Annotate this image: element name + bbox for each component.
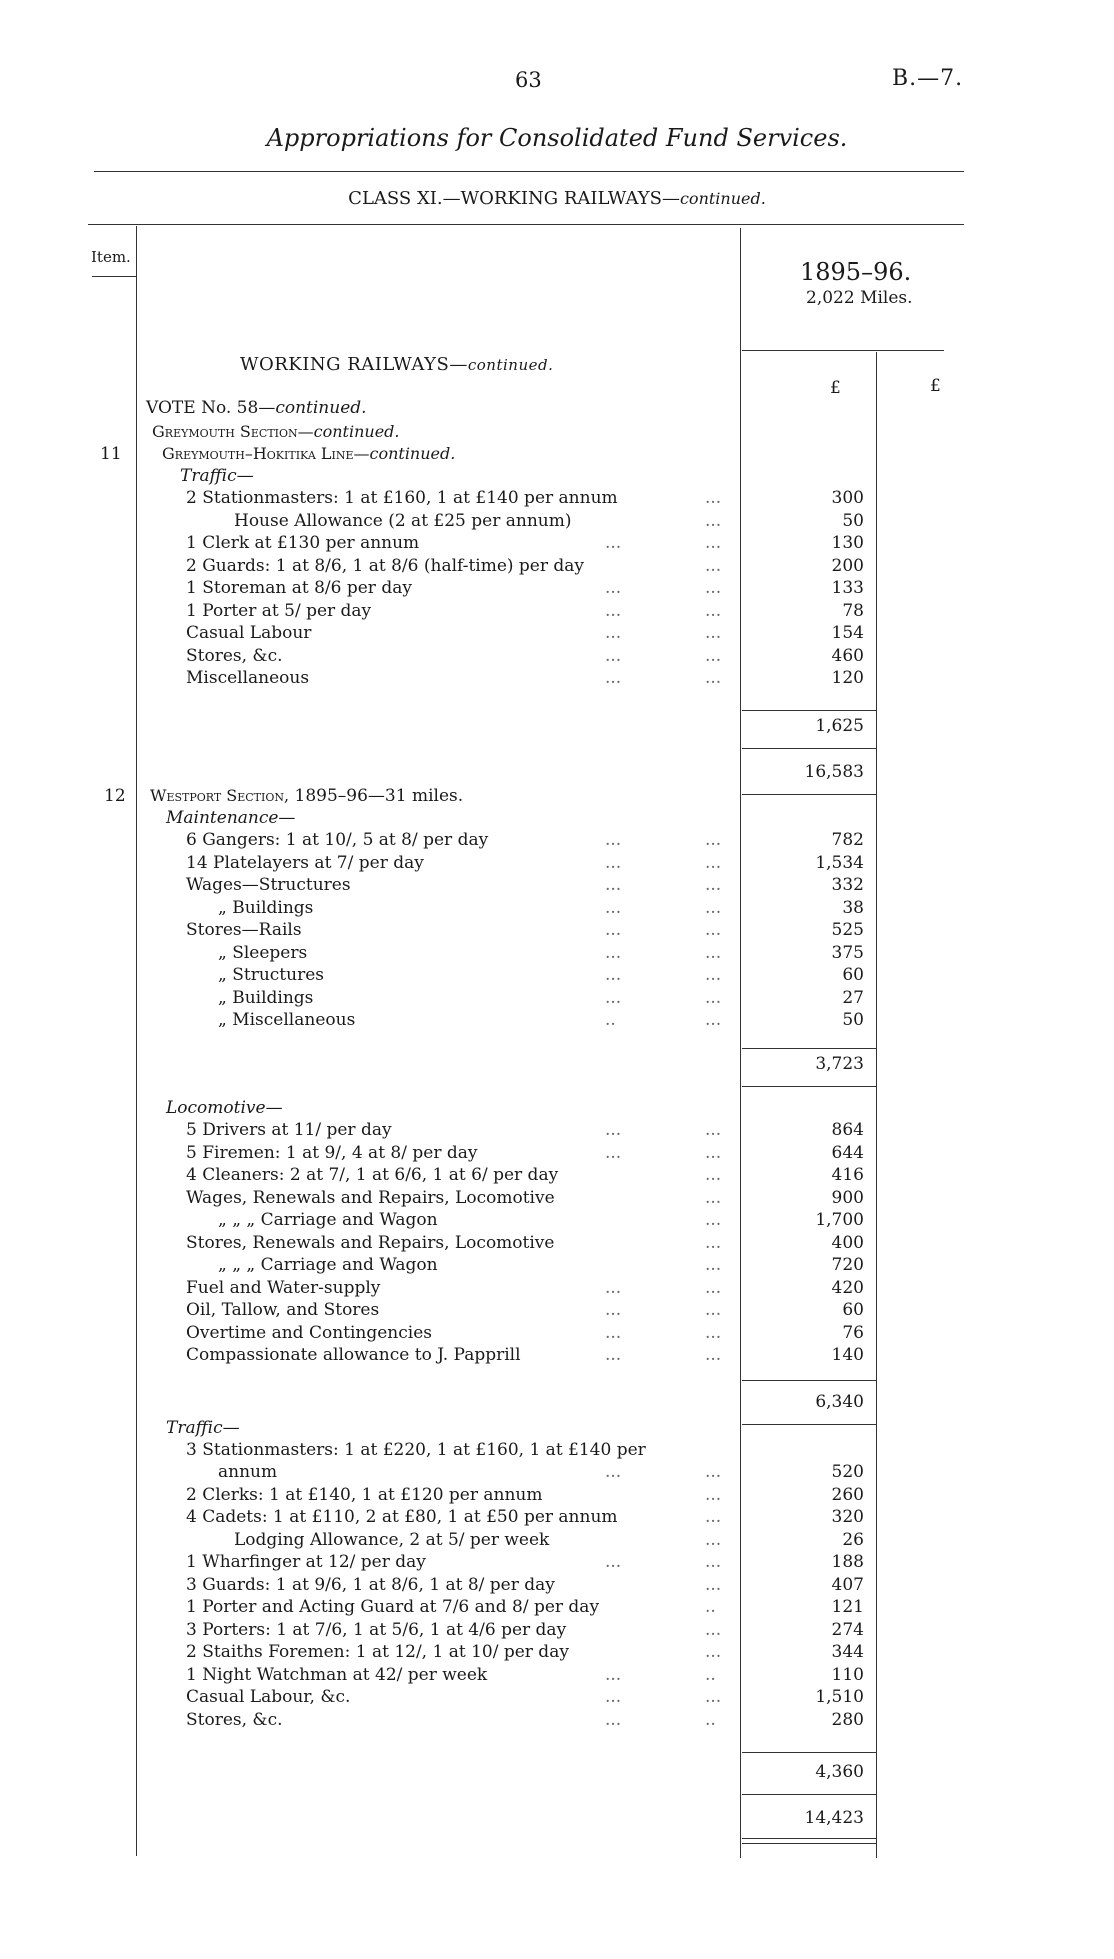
greymouth-traffic-label: 1 Clerk at £130 per annum (186, 533, 420, 553)
leader-dots: ... (705, 1529, 722, 1550)
leader-dots: ... (705, 1120, 722, 1140)
maintenance-label: „ Miscellaneous (218, 1010, 356, 1030)
leader-dots: ... (705, 1300, 722, 1320)
westport-section-total: 14,423 (804, 1808, 864, 1828)
document-reference: B.—7. (892, 66, 964, 91)
greymouth-traffic-row (150, 623, 735, 645)
leader-dots: ... (705, 830, 722, 850)
traffic-label: 3 Porters: 1 at 7/6, 1 at 5/6, 1 at 4/6 per day (186, 1619, 567, 1640)
leader-dots: ... (605, 830, 622, 850)
greymouth-traffic-amount: 120 (831, 668, 864, 688)
locomotive-amount: 1,700 (815, 1210, 864, 1230)
amount-column-divider (740, 228, 741, 1858)
traffic-label: 4 Cadets: 1 at £110, 2 at £80, 1 at £50 per annum (186, 1507, 618, 1527)
greymouth-traffic-row (150, 511, 735, 533)
leader-dots: ... (705, 1687, 722, 1707)
leader-dots: ... (605, 533, 622, 553)
traffic-amount: 274 (831, 1619, 864, 1640)
greymouth-total: 16,583 (804, 762, 864, 782)
greymouth-traffic-amount: 133 (831, 578, 864, 598)
greymouth-traffic-label: Miscellaneous (186, 668, 310, 688)
greymouth-traffic-amount: 300 (831, 488, 864, 508)
miles-header: 2,022 Miles. (806, 288, 913, 308)
maintenance-subtotal-rule (742, 1048, 876, 1049)
locomotive-row (150, 1255, 735, 1277)
leader-dots: ... (605, 942, 622, 963)
leader-dots: ... (705, 1322, 722, 1343)
traffic-subtotal: 4,360 (815, 1762, 864, 1782)
westport-total-underline (742, 1838, 876, 1839)
leader-dots: ... (705, 1232, 722, 1253)
locomotive-row (150, 1345, 735, 1367)
traffic-label: Lodging Allowance, 2 at 5/ per week (234, 1529, 550, 1550)
greymouth-traffic-label: 2 Guards: 1 at 8/6, 1 at 8/6 (half-time) per day (186, 555, 585, 576)
maintenance-label: „ Buildings (218, 987, 314, 1008)
traffic-row (150, 1642, 735, 1664)
leader-dots: ... (705, 1345, 722, 1365)
leader-dots: ... (605, 1709, 622, 1730)
item-header-underline (92, 276, 136, 277)
greymouth-traffic-row (150, 601, 735, 623)
traffic-row (150, 1687, 735, 1709)
traffic-amount: 110 (831, 1664, 864, 1685)
leader-dots: ... (705, 852, 722, 873)
leader-dots: ... (705, 965, 722, 985)
greymouth-traffic-amount: 154 (831, 623, 864, 643)
maintenance-label: 14 Platelayers at 7/ per day (186, 852, 424, 873)
traffic-row (150, 1710, 735, 1732)
leader-dots: ... (605, 897, 622, 918)
traffic-subtotal-rule (742, 1752, 876, 1753)
locomotive-label: Compassionate allowance to J. Papprill (186, 1345, 521, 1365)
locomotive-subtotal: 6,340 (815, 1392, 864, 1412)
greymouth-total-rule (742, 748, 876, 749)
westport-title-rest: 1895–96—31 miles. (289, 786, 464, 806)
locomotive-subtotal-rule (742, 1380, 876, 1381)
leader-dots: ... (705, 1642, 722, 1662)
greymouth-subtotal: 1,625 (815, 716, 864, 736)
greymouth-traffic-row (150, 533, 735, 555)
leader-dots: ... (605, 852, 622, 873)
locomotive-label: Stores, Renewals and Repairs, Locomotive (186, 1232, 555, 1253)
leader-dots: ... (605, 1120, 622, 1140)
leader-dots: ... (705, 875, 722, 895)
leader-dots: ... (605, 1462, 622, 1482)
locomotive-label: „ „ „ Carriage and Wagon (218, 1210, 438, 1230)
traffic-amount: 280 (831, 1709, 864, 1730)
locomotive-amount: 644 (831, 1142, 864, 1163)
greymouth-traffic-label: Stores, &c. (186, 645, 283, 666)
locomotive-label: „ „ „ Carriage and Wagon (218, 1255, 438, 1275)
page-number: 63 (515, 68, 542, 92)
maintenance-row (150, 943, 735, 965)
traffic-amount: 26 (842, 1529, 864, 1550)
greymouth-line-label: Greymouth–Hokitika Line— (162, 444, 370, 463)
section-title-text: WORKING RAILWAYS— (240, 354, 468, 375)
maintenance-amount: 375 (831, 942, 864, 963)
leader-dots: ... (705, 1255, 722, 1275)
locomotive-label: Fuel and Water-supply (186, 1277, 381, 1298)
class-title: CLASS XI.—WORKING RAILWAYS— (348, 188, 680, 209)
traffic-label: 1 Wharfinger at 12/ per day (186, 1552, 426, 1572)
greymouth-traffic-amount: 200 (831, 555, 864, 576)
locomotive-amount: 140 (831, 1345, 864, 1365)
leader-dots: ... (705, 987, 722, 1008)
year-underline (742, 350, 944, 351)
traffic-amount: 344 (831, 1642, 864, 1662)
traffic-row (150, 1665, 735, 1687)
leader-dots: ... (605, 1664, 622, 1685)
class-heading (0, 188, 1114, 209)
leader-dots: ... (605, 668, 622, 688)
maintenance-amount: 60 (842, 965, 864, 985)
traffic-heading: Traffic— (166, 1418, 240, 1438)
leader-dots: .. (705, 1664, 716, 1685)
leader-dots: ... (705, 1142, 722, 1163)
maintenance-label: 6 Gangers: 1 at 10/, 5 at 8/ per day (186, 830, 489, 850)
vote-label: VOTE No. 58— (146, 398, 276, 418)
locomotive-label: Overtime and Contingencies (186, 1322, 432, 1343)
traffic-amount: 320 (831, 1507, 864, 1527)
table-top-rule (88, 224, 964, 225)
traffic-amount: 121 (831, 1597, 864, 1617)
leader-dots: ... (705, 1277, 722, 1298)
leader-dots: ... (605, 600, 622, 621)
traffic-amount: 260 (831, 1484, 864, 1505)
title-rule (94, 171, 964, 172)
locomotive-amount: 900 (831, 1187, 864, 1208)
maintenance-subtotal-underline (742, 1086, 876, 1087)
leader-dots: ... (705, 1187, 722, 1208)
item-column-header: Item. (91, 248, 131, 266)
locomotive-amount: 60 (842, 1300, 864, 1320)
greymouth-line-continued: continued. (369, 444, 456, 463)
maintenance-row (150, 898, 735, 920)
maintenance-amount: 782 (831, 830, 864, 850)
greymouth-section-label: Greymouth Section— (152, 422, 314, 441)
leader-dots: ... (605, 623, 622, 643)
greymouth-traffic-label: 1 Storeman at 8/6 per day (186, 578, 412, 598)
westport-title: Westport Section, (150, 786, 290, 805)
item-number-11: 11 (100, 444, 122, 464)
item-column-divider (136, 226, 137, 1856)
maintenance-row (150, 853, 735, 875)
item-number-12: 12 (104, 786, 126, 806)
traffic-amount: 520 (831, 1462, 864, 1482)
locomotive-row (150, 1143, 735, 1165)
greymouth-traffic-label: 1 Porter at 5/ per day (186, 600, 372, 621)
locomotive-amount: 864 (831, 1120, 864, 1140)
maintenance-label: Stores—Rails (186, 920, 302, 940)
traffic-label: Stores, &c. (186, 1709, 283, 1730)
greymouth-total-underline (742, 794, 876, 795)
traffic-amount: 407 (831, 1574, 864, 1595)
maintenance-amount: 38 (842, 897, 864, 918)
vote-heading (146, 398, 367, 418)
greymouth-traffic-amount: 460 (831, 645, 864, 666)
locomotive-amount: 720 (831, 1255, 864, 1275)
maintenance-row (150, 830, 735, 852)
traffic-label: annum (218, 1462, 278, 1482)
locomotive-label: 4 Cleaners: 2 at 7/, 1 at 6/6, 1 at 6/ per day (186, 1165, 559, 1185)
maintenance-amount: 50 (842, 1010, 864, 1030)
leader-dots: ... (605, 1277, 622, 1298)
greymouth-traffic-row (150, 578, 735, 600)
traffic-row (150, 1485, 735, 1507)
leader-dots: ... (705, 623, 722, 643)
locomotive-label: 5 Firemen: 1 at 9/, 4 at 8/ per day (186, 1142, 478, 1163)
maintenance-amount: 525 (831, 920, 864, 940)
greymouth-line-heading (162, 444, 455, 463)
leader-dots: ... (605, 1552, 622, 1572)
westport-total-double-underline (742, 1843, 876, 1844)
leader-dots: ... (605, 875, 622, 895)
section-title-continued: continued. (467, 356, 554, 374)
leader-dots: ... (705, 510, 722, 531)
maintenance-label: Wages—Structures (186, 875, 351, 895)
greymouth-traffic-amount: 78 (842, 600, 864, 621)
maintenance-label: „ Buildings (218, 897, 314, 918)
traffic-row (150, 1552, 735, 1574)
year-header: 1895–96. (800, 258, 912, 286)
total-column-divider (876, 352, 877, 1858)
maintenance-row (150, 920, 735, 942)
locomotive-row (150, 1120, 735, 1142)
leader-dots: ... (705, 1619, 722, 1640)
maintenance-amount: 332 (831, 875, 864, 895)
maintenance-amount: 1,534 (815, 852, 864, 873)
leader-dots: ... (705, 1462, 722, 1482)
maintenance-heading: Maintenance— (166, 808, 296, 828)
leader-dots: ... (705, 533, 722, 553)
traffic-row (150, 1462, 735, 1484)
traffic-label: Casual Labour, &c. (186, 1687, 351, 1707)
traffic-row (150, 1530, 735, 1552)
greymouth-traffic-label: 2 Stationmasters: 1 at £160, 1 at £140 per annum (186, 488, 618, 508)
leader-dots: ... (705, 645, 722, 666)
traffic-row (150, 1597, 735, 1619)
locomotive-subtotal-underline (742, 1424, 876, 1425)
leader-dots: ... (605, 1345, 622, 1365)
locomotive-amount: 420 (831, 1277, 864, 1298)
traffic-label: 2 Staiths Foremen: 1 at 12/, 1 at 10/ per day (186, 1642, 569, 1662)
leader-dots: ... (705, 555, 722, 576)
leader-dots: ... (705, 1165, 722, 1185)
leader-dots: ... (605, 1322, 622, 1343)
leader-dots: ... (705, 920, 722, 940)
locomotive-amount: 400 (831, 1232, 864, 1253)
section-title (240, 354, 553, 375)
greymouth-subtotal-rule (742, 710, 876, 711)
leader-dots: ... (705, 897, 722, 918)
locomotive-row (150, 1323, 735, 1345)
leader-dots: ... (705, 488, 722, 508)
leader-dots: ... (705, 1010, 722, 1030)
locomotive-amount: 76 (842, 1322, 864, 1343)
locomotive-row (150, 1188, 735, 1210)
traffic-amount: 1,510 (815, 1687, 864, 1707)
westport-heading (150, 786, 463, 806)
leader-dots: ... (705, 1552, 722, 1572)
greymouth-traffic-row (150, 488, 735, 510)
locomotive-label: Oil, Tallow, and Stores (186, 1300, 380, 1320)
traffic-row (150, 1507, 735, 1529)
maintenance-row (150, 965, 735, 987)
locomotive-row (150, 1210, 735, 1232)
locomotive-amount: 416 (831, 1165, 864, 1185)
maintenance-row (150, 875, 735, 897)
maintenance-label: „ Sleepers (218, 942, 308, 963)
locomotive-row (150, 1300, 735, 1322)
locomotive-heading: Locomotive— (166, 1098, 283, 1118)
page-title: Appropriations for Consolidated Fund Services. (266, 124, 848, 152)
leader-dots: .. (605, 1010, 616, 1030)
locomotive-row (150, 1233, 735, 1255)
leader-dots: ... (705, 1484, 722, 1505)
greymouth-section-continued: continued. (313, 422, 400, 441)
traffic-row (150, 1575, 735, 1597)
greymouth-traffic-heading: Traffic— (180, 466, 254, 486)
greymouth-traffic-amount: 50 (842, 510, 864, 531)
leader-dots: ... (605, 920, 622, 940)
traffic-row (150, 1620, 735, 1642)
greymouth-traffic-row (150, 556, 735, 578)
greymouth-traffic-row (150, 668, 735, 690)
maintenance-label: „ Structures (218, 965, 324, 985)
locomotive-row (150, 1278, 735, 1300)
class-continued: continued. (679, 189, 766, 208)
leader-dots: ... (705, 600, 722, 621)
pound-column-1: £ (830, 378, 841, 398)
locomotive-label: Wages, Renewals and Repairs, Locomotive (186, 1187, 555, 1208)
greymouth-traffic-amount: 130 (831, 533, 864, 553)
leader-dots: ... (705, 668, 722, 688)
leader-dots: ... (605, 578, 622, 598)
greymouth-traffic-label: House Allowance (2 at £25 per annum) (234, 510, 572, 531)
greymouth-section-heading (152, 422, 400, 441)
greymouth-traffic-label: Casual Labour (186, 623, 312, 643)
pound-column-2: £ (930, 376, 941, 396)
traffic-label: 1 Night Watchman at 42/ per week (186, 1664, 488, 1685)
leader-dots: ... (605, 645, 622, 666)
traffic-amount: 188 (831, 1552, 864, 1572)
leader-dots: .. (705, 1709, 716, 1730)
maintenance-row (150, 988, 735, 1010)
leader-dots: ... (705, 942, 722, 963)
maintenance-row (150, 1010, 735, 1032)
traffic-label: 3 Guards: 1 at 9/6, 1 at 8/6, 1 at 8/ per day (186, 1574, 555, 1595)
leader-dots: ... (705, 1210, 722, 1230)
traffic-label: 2 Clerks: 1 at £140, 1 at £120 per annum (186, 1484, 543, 1505)
leader-dots: ... (605, 987, 622, 1008)
leader-dots: ... (705, 1574, 722, 1595)
vote-continued: continued. (275, 398, 367, 418)
leader-dots: ... (705, 1507, 722, 1527)
leader-dots: ... (605, 1687, 622, 1707)
leader-dots: ... (605, 965, 622, 985)
locomotive-label: 5 Drivers at 11/ per day (186, 1120, 392, 1140)
traffic-stationmasters-line: 3 Stationmasters: 1 at £220, 1 at £160, 1 at £140 per (186, 1440, 646, 1460)
traffic-label: 1 Porter and Acting Guard at 7/6 and 8/ per day (186, 1597, 600, 1617)
maintenance-subtotal: 3,723 (815, 1054, 864, 1074)
traffic-subtotal-underline (742, 1794, 876, 1795)
leader-dots: ... (605, 1142, 622, 1163)
leader-dots: ... (705, 578, 722, 598)
leader-dots: ... (605, 1300, 622, 1320)
locomotive-row (150, 1165, 735, 1187)
leader-dots: .. (705, 1597, 716, 1617)
maintenance-amount: 27 (842, 987, 864, 1008)
greymouth-traffic-row (150, 646, 735, 668)
